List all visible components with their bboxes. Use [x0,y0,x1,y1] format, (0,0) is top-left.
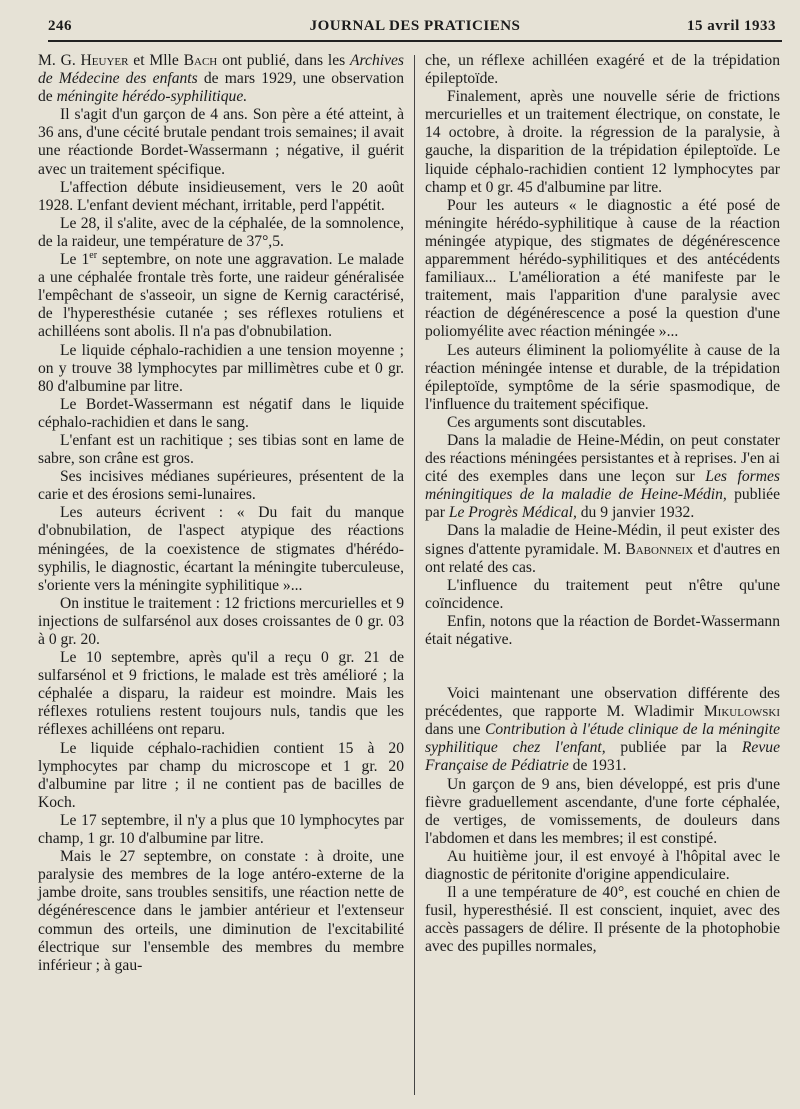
text-run: Un garçon de 9 ans, bien développé, est pris d'une fièvre graduellement ascendante, d'une forte céphalée, de vertiges, de vomissements, de douleurs dans l'abdomen et dans les membres; il est constipé. [425,775,780,847]
text-run: Enfin, notons que la réaction de Bordet-Wassermann était négative. [425,612,780,648]
text-run: Au huitième jour, il est envoyé à l'hôpital avec le diagnostic de péritonite d'origine appendiculaire. [425,847,780,884]
paragraph [38,848,404,975]
text-run: Voici maintenant une observation différente des précédentes, que rapporte M. Wladimir [425,685,780,721]
paragraph [425,197,780,342]
text-run: de 1931. [568,757,627,775]
text-run: L'influence du traitement peut n'être qu'une coïncidence. [425,576,780,612]
italic-text: Contribution à l'étude clinique de la méningite syphilitique chez l'enfant, [425,721,780,757]
paragraph [38,504,404,594]
italic-text: Les formes méningitiques de la maladie de Heine-Médin, [425,468,780,504]
text-run: du 9 janvier 1932. [576,504,695,522]
paragraph [38,468,404,504]
text-run: publiée par la [605,739,742,757]
text-run: Finalement, après une nouvelle série de frictions mercurielles et un traitement électrique, on constate, le 14 octobre, à droite. la régression de la paralysie, à gauche, la disparition de la trépidation épileptoïde. Le liquide céphalo-rachidien contient 12 lymphocytes par champ et 0 gr. 45 d'albumine par litre. [425,88,780,196]
journal-title: JOURNAL DES PRATICIENS [309,18,521,34]
paragraph [38,106,404,178]
paragraph [425,52,780,88]
text-run: publiée par [425,486,780,522]
paragraph [425,432,780,522]
text-run: L'enfant est un rachitique ; ses tibias sont en lame de sabre, son crâne est gros. [38,431,404,468]
italic-text: Revue Française de Pédiatrie [425,739,780,775]
text-run: Le 1 [60,251,90,269]
paragraph [425,848,780,884]
italic-text: Archives de Médecine des enfants [38,52,404,88]
text-run: Mais le 27 septembre, on constate : à droite, une paralysie des membres de la loge antéro-externe de la jambe droite, sans troubles sensitifs, une réaction nette de dégénérescence dans le jambier antérieur et l'extenseur commun des orteils, une diminution de l'excitabilité électrique sur l'ensemble des membres du membre inférieur ; à gau- [38,848,404,974]
column-divider [414,55,415,1095]
author-name: Babonneix [625,540,694,558]
text-run: Les auteurs écrivent : « Du fait du manque d'obnubilation, de l'aspect atypique des réactions méningées, de la coexistence de stigmates d'hérédo-syphilis, le diagnostic, écartant la méningite tuberculeuse, s'oriente vers la méningite syphilitique »... [38,504,404,594]
text-run: Le Bordet-Wassermann est négatif dans le liquide céphalo-rachidien et dans le sang. [38,395,404,431]
text-run: Le 28, il s'alite, avec de la céphalée, de la somnolence, de la raideur, une température de 37°,5. [38,214,404,250]
paragraph [38,740,404,812]
paragraph [425,88,780,197]
text-run: Dans la maladie de Heine-Médin, il peut exister des signes d'attente pyramidale. M. [425,522,780,558]
text-run: Il a une température de 40°, est couché en chien de fusil, hyperesthésié. Il est conscient, inquiet, avec des accès passagers de délire. Il présente de la photophobie avec des pupilles normales, [425,884,780,956]
paragraph [38,52,404,106]
left-column [38,52,404,975]
italic-text: Le Progrès Médical, [448,504,577,522]
author-name: Heuyer [80,52,129,69]
paragraph [38,649,404,739]
text-run: Le liquide céphalo-rachidien a une tension moyenne ; on y trouve 38 lymphocytes par millimètres cube et 0 gr. 80 d'albumine par litre. [38,341,404,395]
text-run: Il s'agit d'un garçon de 4 ans. Son père a été atteint, à 36 ans, d'une cécité brutale pendant trois semaines; il avait une réactionde Bordet-Wassermann ; négative, il guérit avec un traitement spécifique. [38,106,404,178]
italic-text: méningite hérédo-syphilitique. [56,88,248,106]
text-run: septembre, on note une aggravation. Le malade a une céphalée frontale très forte, une raideur généralisée l'empêchant de s'asseoir, un signe de Kernig caractérisé, de l'hyperesthésie cutanée ; ses réflexes rotuliens et achilléens sont abolis. Il n'a pas d'obnubilation. [38,251,404,341]
text-run: ont publié, dans les [217,52,351,69]
text-run: de mars 1929, une observation de [38,70,404,106]
text-run: M. G. [38,52,81,69]
page-number: 246 [48,18,72,34]
paragraph [38,396,404,432]
paragraph [38,812,404,848]
paragraph [425,884,780,956]
text-run: et d'autres en ont relaté des cas. [425,540,781,576]
author-name: Bach [183,52,218,69]
paragraph [425,776,780,848]
paragraph [38,595,404,649]
paragraph [38,215,404,251]
paragraph [425,685,780,775]
paragraph [425,522,780,576]
text-run: Ces arguments sont discutables. [447,413,646,431]
text-run: Le 17 septembre, il n'y a plus que 10 lymphocytes par champ, 1 gr. 10 d'albumine par litre. [38,811,404,848]
paragraph [38,342,404,396]
text-run: Les auteurs éliminent la poliomyélite à cause de la réaction méningée intense et durable, de la trépidation épileptoïde, symptôme de la série spasmodique, de l'influence du traitement spécifique. [425,341,780,413]
superscript: er [89,249,98,261]
paragraph [38,179,404,215]
text-run: Dans la maladie de Heine-Médin, on peut constater des réactions méningées persistantes et à reprises. J'en ai cité des exemples dans une leçon sur [425,431,780,486]
text-run: Ses incisives médianes supérieures, présentent de la carie et des érosions semi-lunaires. [38,468,404,504]
text-run: Le liquide céphalo-rachidien contient 15 à 20 lymphocytes par champ du microscope et 1 gr. 20 d'albumine par litre ; il ne contient pas de bacilles de Koch. [38,739,404,811]
paragraph [425,613,780,649]
issue-date: 15 avril 1933 [687,18,776,34]
text-run: L'affection débute insidieusement, vers le 20 août 1928. L'enfant devient méchant, irritable, perd l'appétit. [38,178,404,214]
text-run: Le 10 septembre, après qu'il a reçu 0 gr. 21 de sulfarsénol et 9 frictions, le malade est très amélioré ; la céphalée a disparu, la raideur est moindre. Mais les réflexes rotuliens restent toujours nuls, tandis que les réflexes achilléens ont reparu. [38,649,404,739]
paragraph [38,432,404,468]
text-run: On institue le traitement : 12 frictions mercurielles et 9 injections de sulfarsénol aux doses croissantes de 0 gr. 03 à 0 gr. 20. [38,594,404,648]
author-name: Mikulowski [703,703,780,721]
text-run: che, un réflexe achilléen exagéré et de la trépidation épileptoïde. [425,52,780,88]
text-run: Pour les auteurs « le diagnostic a été posé de méningite hérédo-syphilitique à cause de la réaction méningée atypique, des stigmates de dégénérescence apparemment hérédo-syphilitiques et des antécédents familiaux... L'amélioration a été manifeste par le traitement, mais l'apparition d'une paralysie avec réaction de dégénérescence a posé la question d'une poliomyélite avec réaction méningée »... [425,196,780,341]
paragraph [425,414,780,432]
text-run: et Mlle [128,52,184,69]
paragraph [425,342,780,414]
text-run: dans une [425,721,485,739]
paragraph [38,251,404,341]
right-column [425,52,780,957]
page-header [48,18,782,42]
paragraph [425,577,780,613]
